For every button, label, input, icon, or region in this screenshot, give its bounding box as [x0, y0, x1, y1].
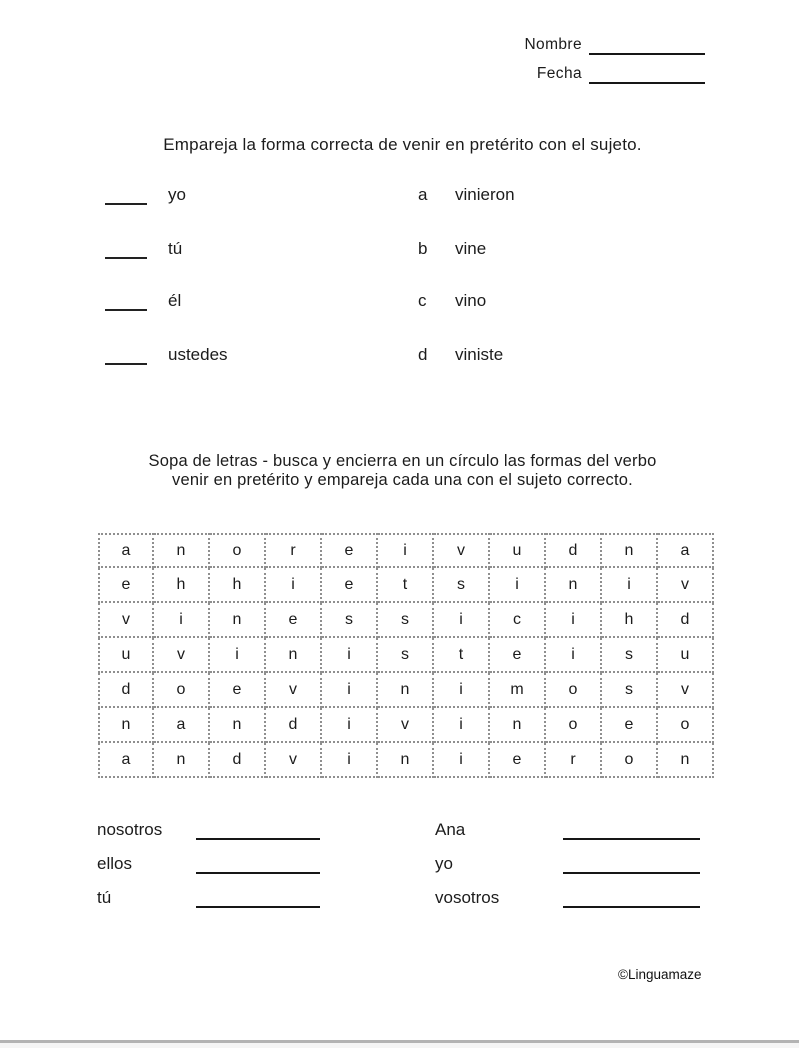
- grid-cell[interactable]: e: [322, 568, 378, 603]
- grid-cell[interactable]: i: [546, 603, 602, 638]
- section1-title: Empareja la forma correcta de venir en pretérito con el sujeto.: [163, 135, 642, 154]
- grid-cell[interactable]: n: [210, 708, 266, 743]
- grid-cell[interactable]: h: [602, 603, 658, 638]
- match-row: [98, 239, 707, 265]
- grid-cell[interactable]: i: [322, 743, 378, 778]
- grid-cell[interactable]: i: [210, 638, 266, 673]
- grid-cell[interactable]: s: [602, 638, 658, 673]
- grid-cell[interactable]: d: [266, 708, 322, 743]
- grid-cell[interactable]: v: [658, 673, 714, 708]
- word-search-grid: [98, 533, 714, 778]
- match-option-letter: c: [418, 291, 427, 310]
- grid-cell[interactable]: i: [434, 743, 490, 778]
- match-answer-blank[interactable]: [105, 347, 147, 365]
- grid-cell[interactable]: d: [658, 603, 714, 638]
- grid-cell[interactable]: n: [154, 533, 210, 568]
- answer-blank-line[interactable]: [196, 888, 320, 908]
- match-option-verb: vine: [455, 239, 487, 258]
- grid-cell[interactable]: i: [434, 603, 490, 638]
- grid-cell[interactable]: n: [378, 743, 434, 778]
- grid-cell[interactable]: d: [98, 673, 154, 708]
- grid-cell[interactable]: i: [266, 568, 322, 603]
- grid-cell[interactable]: i: [546, 638, 602, 673]
- match-subject: tú: [168, 239, 183, 258]
- grid-cell[interactable]: n: [266, 638, 322, 673]
- grid-cell[interactable]: h: [154, 568, 210, 603]
- grid-cell[interactable]: o: [602, 743, 658, 778]
- match-subject: yo: [168, 185, 186, 204]
- nombre-label: Nombre: [524, 36, 582, 53]
- match-row: [98, 291, 707, 317]
- date-field-row: [537, 65, 705, 84]
- grid-cell[interactable]: v: [266, 673, 322, 708]
- answer-subject: vosotros: [435, 888, 500, 907]
- match-option-letter: b: [418, 239, 428, 258]
- grid-cell[interactable]: n: [378, 673, 434, 708]
- grid-cell[interactable]: n: [98, 708, 154, 743]
- name-field-row: [524, 36, 705, 55]
- grid-cell[interactable]: c: [490, 603, 546, 638]
- grid-cell[interactable]: n: [658, 743, 714, 778]
- grid-cell[interactable]: n: [546, 568, 602, 603]
- answer-blank-line[interactable]: [563, 854, 700, 874]
- grid-cell[interactable]: m: [490, 673, 546, 708]
- grid-cell[interactable]: v: [378, 708, 434, 743]
- grid-cell[interactable]: d: [210, 743, 266, 778]
- grid-cell[interactable]: r: [546, 743, 602, 778]
- section2-title-line1: Sopa de letras - busca y encierra en un círculo las formas del verbo: [148, 452, 657, 470]
- fecha-label: Fecha: [536, 65, 582, 82]
- match-option-verb: viniste: [455, 345, 504, 364]
- grid-cell[interactable]: u: [490, 533, 546, 568]
- grid-cell[interactable]: u: [98, 638, 154, 673]
- match-option-verb: vinieron: [455, 185, 515, 204]
- grid-cell[interactable]: i: [434, 708, 490, 743]
- match-answer-blank[interactable]: [105, 241, 147, 259]
- grid-cell[interactable]: s: [378, 638, 434, 673]
- grid-cell[interactable]: o: [658, 708, 714, 743]
- grid-cell[interactable]: o: [546, 673, 602, 708]
- grid-cell[interactable]: e: [210, 673, 266, 708]
- page-below-area: [0, 1043, 799, 1048]
- section1-top-bar: [98, 125, 707, 129]
- match-row: [98, 345, 707, 371]
- answer-subject: yo: [435, 854, 453, 873]
- grid-cell[interactable]: n: [154, 743, 210, 778]
- match-subject: él: [168, 291, 182, 310]
- grid-cell[interactable]: n: [490, 708, 546, 743]
- grid-cell[interactable]: a: [658, 533, 714, 568]
- grid-cell[interactable]: n: [602, 533, 658, 568]
- answer-blank-line[interactable]: [563, 888, 700, 908]
- section2-top-bar: [98, 443, 707, 447]
- answer-subject: tú: [97, 888, 112, 907]
- match-option-verb: vino: [455, 291, 487, 310]
- grid-cell[interactable]: i: [322, 673, 378, 708]
- grid-cell[interactable]: s: [434, 568, 490, 603]
- grid-cell[interactable]: o: [154, 673, 210, 708]
- grid-cell[interactable]: i: [322, 638, 378, 673]
- grid-cell[interactable]: s: [322, 603, 378, 638]
- fecha-blank-line[interactable]: [589, 67, 705, 84]
- grid-cell[interactable]: s: [602, 673, 658, 708]
- grid-cell[interactable]: e: [602, 708, 658, 743]
- grid-cell[interactable]: i: [154, 603, 210, 638]
- nombre-blank-line[interactable]: [589, 38, 705, 55]
- grid-cell[interactable]: u: [658, 638, 714, 673]
- grid-cell[interactable]: d: [546, 533, 602, 568]
- grid-cell[interactable]: s: [378, 603, 434, 638]
- grid-cell[interactable]: a: [98, 743, 154, 778]
- grid-cell[interactable]: a: [154, 708, 210, 743]
- grid-cell[interactable]: i: [602, 568, 658, 603]
- grid-cell[interactable]: v: [658, 568, 714, 603]
- answer-blank-line[interactable]: [196, 820, 320, 840]
- answer-subject: ellos: [97, 854, 132, 873]
- grid-cell[interactable]: i: [378, 533, 434, 568]
- match-answer-blank[interactable]: [105, 293, 147, 311]
- grid-cell[interactable]: n: [210, 603, 266, 638]
- grid-cell[interactable]: i: [490, 568, 546, 603]
- answer-subject: Ana: [435, 820, 466, 839]
- grid-cell[interactable]: o: [210, 533, 266, 568]
- section1-bottom-bar: [98, 164, 707, 168]
- section2-bottom-bar: [98, 499, 707, 503]
- grid-cell[interactable]: i: [322, 708, 378, 743]
- grid-cell[interactable]: h: [210, 568, 266, 603]
- grid-cell[interactable]: v: [154, 638, 210, 673]
- section2-title-line2: venir en pretérito y empareja cada una con el sujeto correcto.: [172, 471, 633, 489]
- grid-cell[interactable]: e: [322, 533, 378, 568]
- grid-cell[interactable]: e: [266, 603, 322, 638]
- grid-cell[interactable]: i: [434, 673, 490, 708]
- match-subject: ustedes: [168, 345, 228, 364]
- copyright-text: ©Linguamaze: [618, 967, 702, 982]
- grid-cell[interactable]: e: [490, 743, 546, 778]
- grid-cell[interactable]: v: [434, 533, 490, 568]
- grid-cell[interactable]: e: [490, 638, 546, 673]
- grid-cell[interactable]: v: [266, 743, 322, 778]
- grid-cell[interactable]: o: [546, 708, 602, 743]
- grid-cell[interactable]: r: [266, 533, 322, 568]
- match-answer-blank[interactable]: [105, 187, 147, 205]
- answer-subject: nosotros: [97, 820, 163, 839]
- grid-cell[interactable]: v: [98, 603, 154, 638]
- answer-blank-line[interactable]: [196, 854, 320, 874]
- match-row: [98, 185, 707, 211]
- match-option-letter: d: [418, 345, 428, 364]
- grid-cell[interactable]: e: [98, 568, 154, 603]
- grid-cell[interactable]: a: [98, 533, 154, 568]
- grid-cell[interactable]: t: [434, 638, 490, 673]
- grid-cell[interactable]: t: [378, 568, 434, 603]
- match-option-letter: a: [418, 185, 428, 204]
- answer-blank-line[interactable]: [563, 820, 700, 840]
